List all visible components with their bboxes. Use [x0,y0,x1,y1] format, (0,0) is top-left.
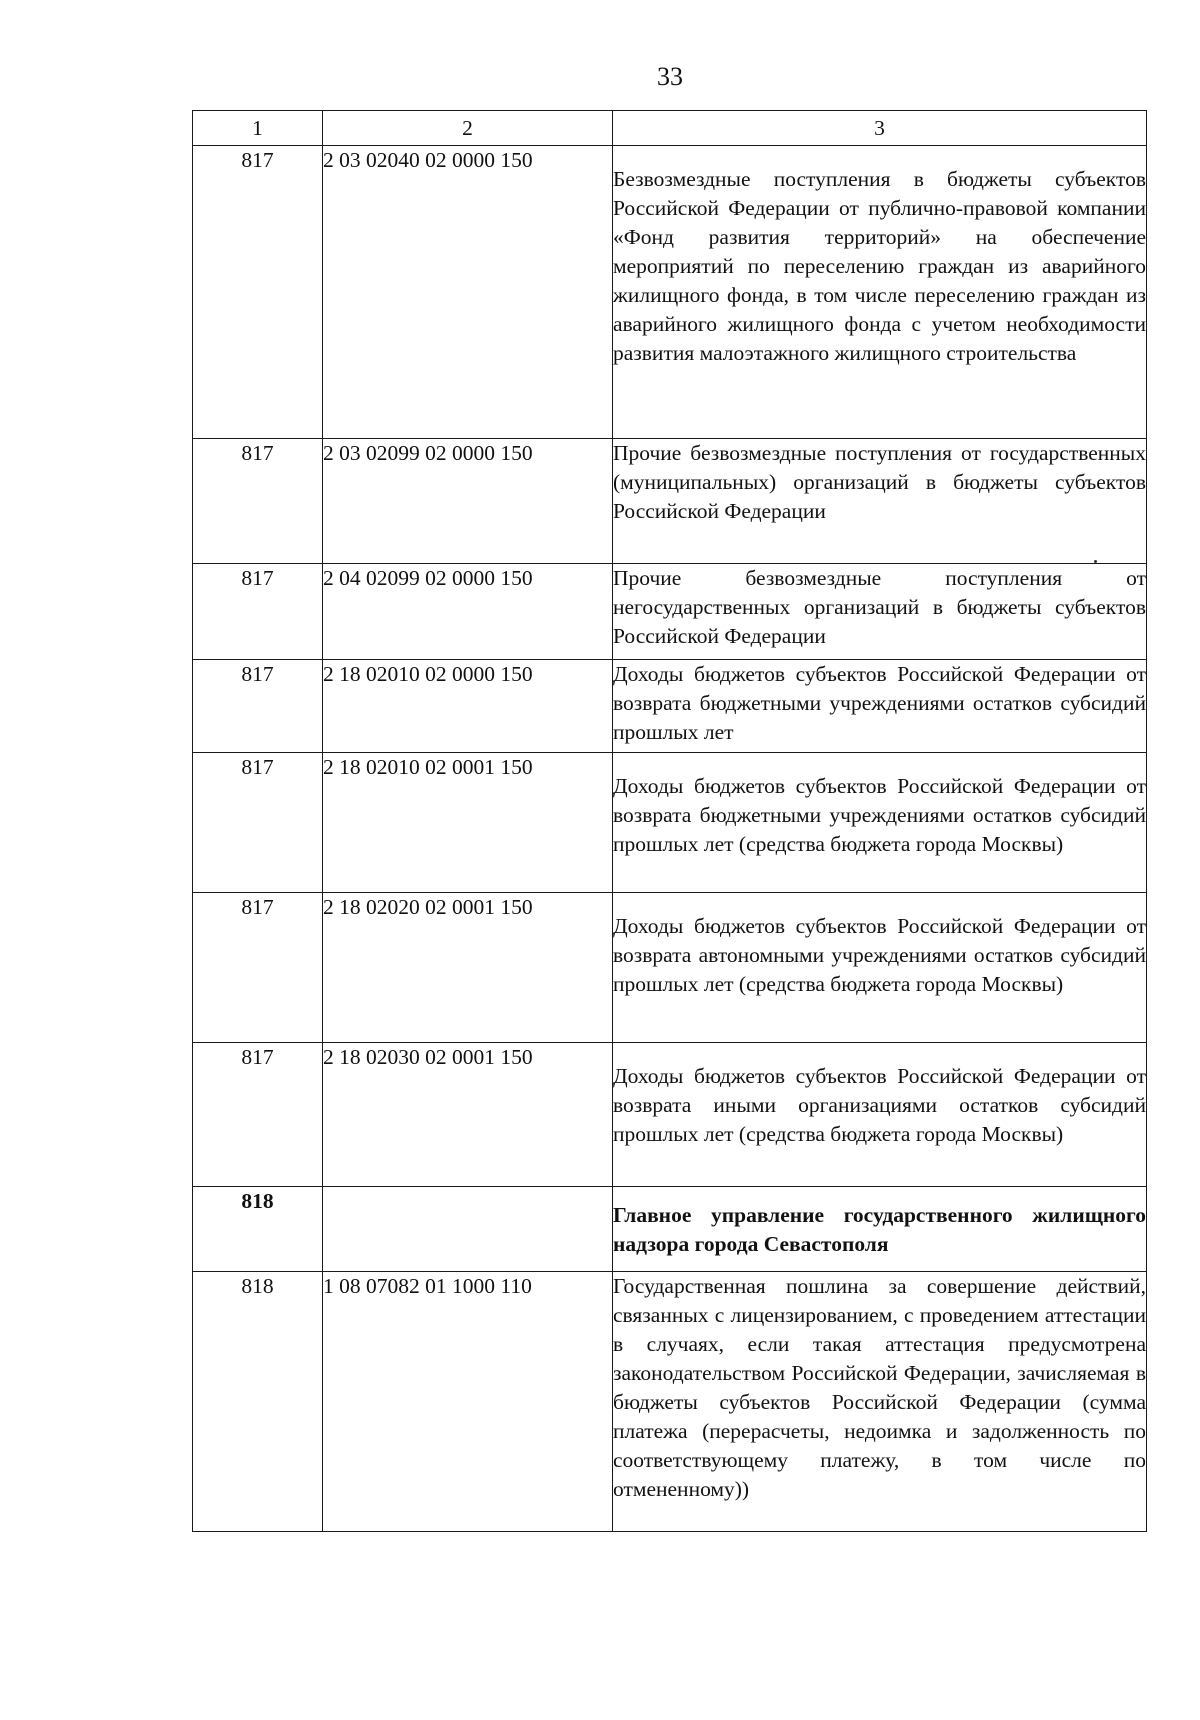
table-row [193,1043,1147,1187]
budget-codes-table [192,110,1147,1532]
admin-code-cell: 817 [193,439,323,564]
description-cell: Прочие безвозмездные поступления от негосударственных организаций в бюджеты субъектов Российской Федерации [613,564,1147,660]
admin-code-cell: 817 [193,146,323,439]
budget-code-cell: 2 03 02099 02 0000 150 [323,439,613,564]
description-cell: Доходы бюджетов субъектов Российской Федерации от возврата автономными учреждениями остатков субсидий прошлых лет (средства бюджета города Москвы) [613,893,1147,1043]
admin-code-cell: 818 [193,1187,323,1272]
description-cell: Государственная пошлина за совершение действий, связанных с лицензированием, с проведением аттестации в случаях, если такая аттестация предусмотрена законодательством Российской Федерации, зачисляемая в бюджеты субъектов Российской Федерации (сумма платежа (перерасчеты, недоимка и задолженность по соответствующему платежу, в том числе по отмененному)) [613,1272,1147,1532]
budget-code-cell: 2 18 02010 02 0001 150 [323,753,613,893]
budget-code-cell: 2 18 02020 02 0001 150 [323,893,613,1043]
page-number [0,62,1200,92]
page-number-text: 33 [657,62,683,91]
table-row-section-heading [193,1187,1147,1272]
table-row [193,893,1147,1043]
description-cell: Доходы бюджетов субъектов Российской Федерации от возврата иными организациями остатков субсидий прошлых лет (средства бюджета города Москвы) [613,1043,1147,1187]
table-row [193,564,1147,660]
table-header-row [193,111,1147,146]
header-col-3: 3 [613,111,1147,146]
admin-code-cell: 818 [193,1272,323,1532]
header-col-1: 1 [193,111,323,146]
budget-code-cell: 2 04 02099 02 0000 150 [323,564,613,660]
admin-code-cell: 817 [193,564,323,660]
table-row [193,660,1147,753]
header-col-2: 2 [323,111,613,146]
table-row [193,1272,1147,1532]
budget-code-cell: 2 18 02010 02 0000 150 [323,660,613,753]
description-cell: Доходы бюджетов субъектов Российской Федерации от возврата бюджетными учреждениями остатков субсидий прошлых лет [613,660,1147,753]
admin-code-cell: 817 [193,753,323,893]
admin-code-cell: 817 [193,660,323,753]
budget-code-cell: 1 08 07082 01 1000 110 [323,1272,613,1532]
table-row [193,146,1147,439]
budget-code-cell: 2 18 02030 02 0001 150 [323,1043,613,1187]
description-cell: Безвозмездные поступления в бюджеты субъектов Российской Федерации от публично-правовой компании «Фонд развития территорий» на обеспечение мероприятий по переселению граждан из аварийного жилищного фонда, в том числе переселению граждан из аварийного жилищного фонда с учетом необходимости развития малоэтажного жилищного строительства [613,146,1147,439]
description-cell: Прочие безвозмездные поступления от государственных (муниципальных) организаций в бюджеты субъектов Российской Федерации [613,439,1147,564]
admin-code-cell: 817 [193,1043,323,1187]
section-heading-cell: Главное управление государственного жилищного надзора города Севастополя [613,1187,1147,1272]
scan-artifact-dot [1094,560,1097,563]
budget-code-cell [323,1187,613,1272]
budget-code-cell: 2 03 02040 02 0000 150 [323,146,613,439]
admin-code-cell: 817 [193,893,323,1043]
table-row [193,439,1147,564]
description-cell: Доходы бюджетов субъектов Российской Федерации от возврата бюджетными учреждениями остатков субсидий прошлых лет (средства бюджета города Москвы) [613,753,1147,893]
table-row [193,753,1147,893]
